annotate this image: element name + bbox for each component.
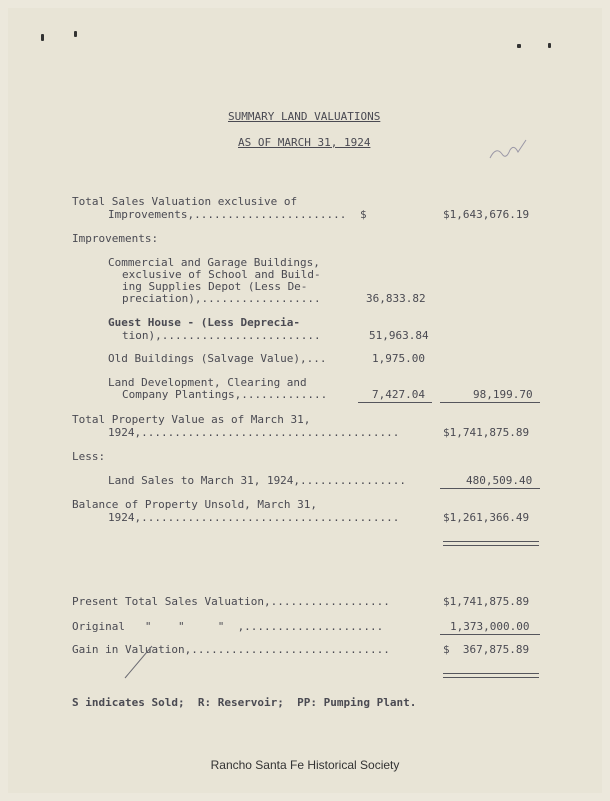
balance-line-2: 1924,.......................................: [108, 511, 400, 524]
punch-mark: [517, 44, 521, 48]
total-sales-label-2: Improvements,.......................: [108, 208, 347, 221]
punch-mark: [41, 34, 44, 41]
total-sales-label-1: Total Sales Valuation exclusive of: [72, 195, 298, 208]
underline-improvements-total: [440, 402, 540, 403]
old-buildings-value: 1,975.00: [372, 352, 425, 365]
land-dev-line-2: Company Plantings,.............: [122, 388, 328, 401]
original-valuation-line: Original " " " ,.....................: [72, 620, 384, 633]
double-underline-balance: [443, 541, 539, 546]
total-property-line-2: 1924,.......................................: [108, 426, 400, 439]
commercial-line-4: preciation),..................: [122, 292, 321, 305]
commercial-value: 36,833.82: [366, 292, 426, 305]
balance-line-1: Balance of Property Unsold, March 31,: [72, 498, 318, 511]
underline-original: [440, 634, 540, 635]
total-property-line-1: Total Property Value as of March 31,: [72, 413, 311, 426]
guest-house-line-1: Guest House - (Less Deprecia-: [108, 316, 301, 329]
commercial-line-3: ing Supplies Depot (Less De-: [122, 280, 308, 293]
present-valuation-value: $1,741,875.89: [443, 595, 530, 608]
total-property-value: $1,741,875.89: [443, 426, 530, 439]
punch-mark: [74, 31, 77, 37]
guest-house-line-2: tion),........................: [122, 329, 321, 342]
land-sales-line: Land Sales to March 31, 1924,................: [108, 474, 407, 487]
gain-valuation-line: Gain in Valuation,..............................: [72, 643, 390, 656]
underline-land-sales: [440, 488, 540, 489]
punch-mark: [548, 43, 551, 48]
land-dev-value: 7,427.04: [372, 388, 425, 401]
land-sales-value: 480,509.40: [466, 474, 533, 487]
underline-land-dev: [358, 402, 432, 403]
present-valuation-line: Present Total Sales Valuation,..................: [72, 595, 390, 608]
old-buildings-line: Old Buildings (Salvage Value),...: [108, 352, 327, 365]
handwritten-annotation: [486, 134, 536, 164]
total-sales-value: $1,643,676.19: [443, 208, 530, 221]
footer-credit: Rancho Santa Fe Historical Society: [210, 758, 400, 772]
document-subtitle: AS OF MARCH 31, 1924: [238, 136, 371, 149]
commercial-line-1: Commercial and Garage Buildings,: [108, 256, 320, 269]
pencil-mark: [122, 642, 162, 682]
double-underline-gain: [443, 673, 539, 678]
total-sales-dollar: $: [360, 208, 367, 221]
improvements-heading: Improvements:: [72, 232, 159, 245]
legend-line: S indicates Sold; R: Reservoir; PP: Pumping Plant.: [72, 696, 417, 709]
balance-value: $1,261,366.49: [443, 511, 530, 524]
gain-valuation-value: $ 367,875.89: [443, 643, 530, 656]
document-title: SUMMARY LAND VALUATIONS: [228, 110, 381, 123]
less-heading: Less:: [72, 450, 106, 463]
improvements-total: 98,199.70: [473, 388, 533, 401]
commercial-line-2: exclusive of School and Build-: [122, 268, 321, 281]
land-dev-line-1: Land Development, Clearing and: [108, 376, 307, 389]
original-valuation-value: 1,373,000.00: [450, 620, 530, 633]
guest-house-value: 51,963.84: [369, 329, 429, 342]
